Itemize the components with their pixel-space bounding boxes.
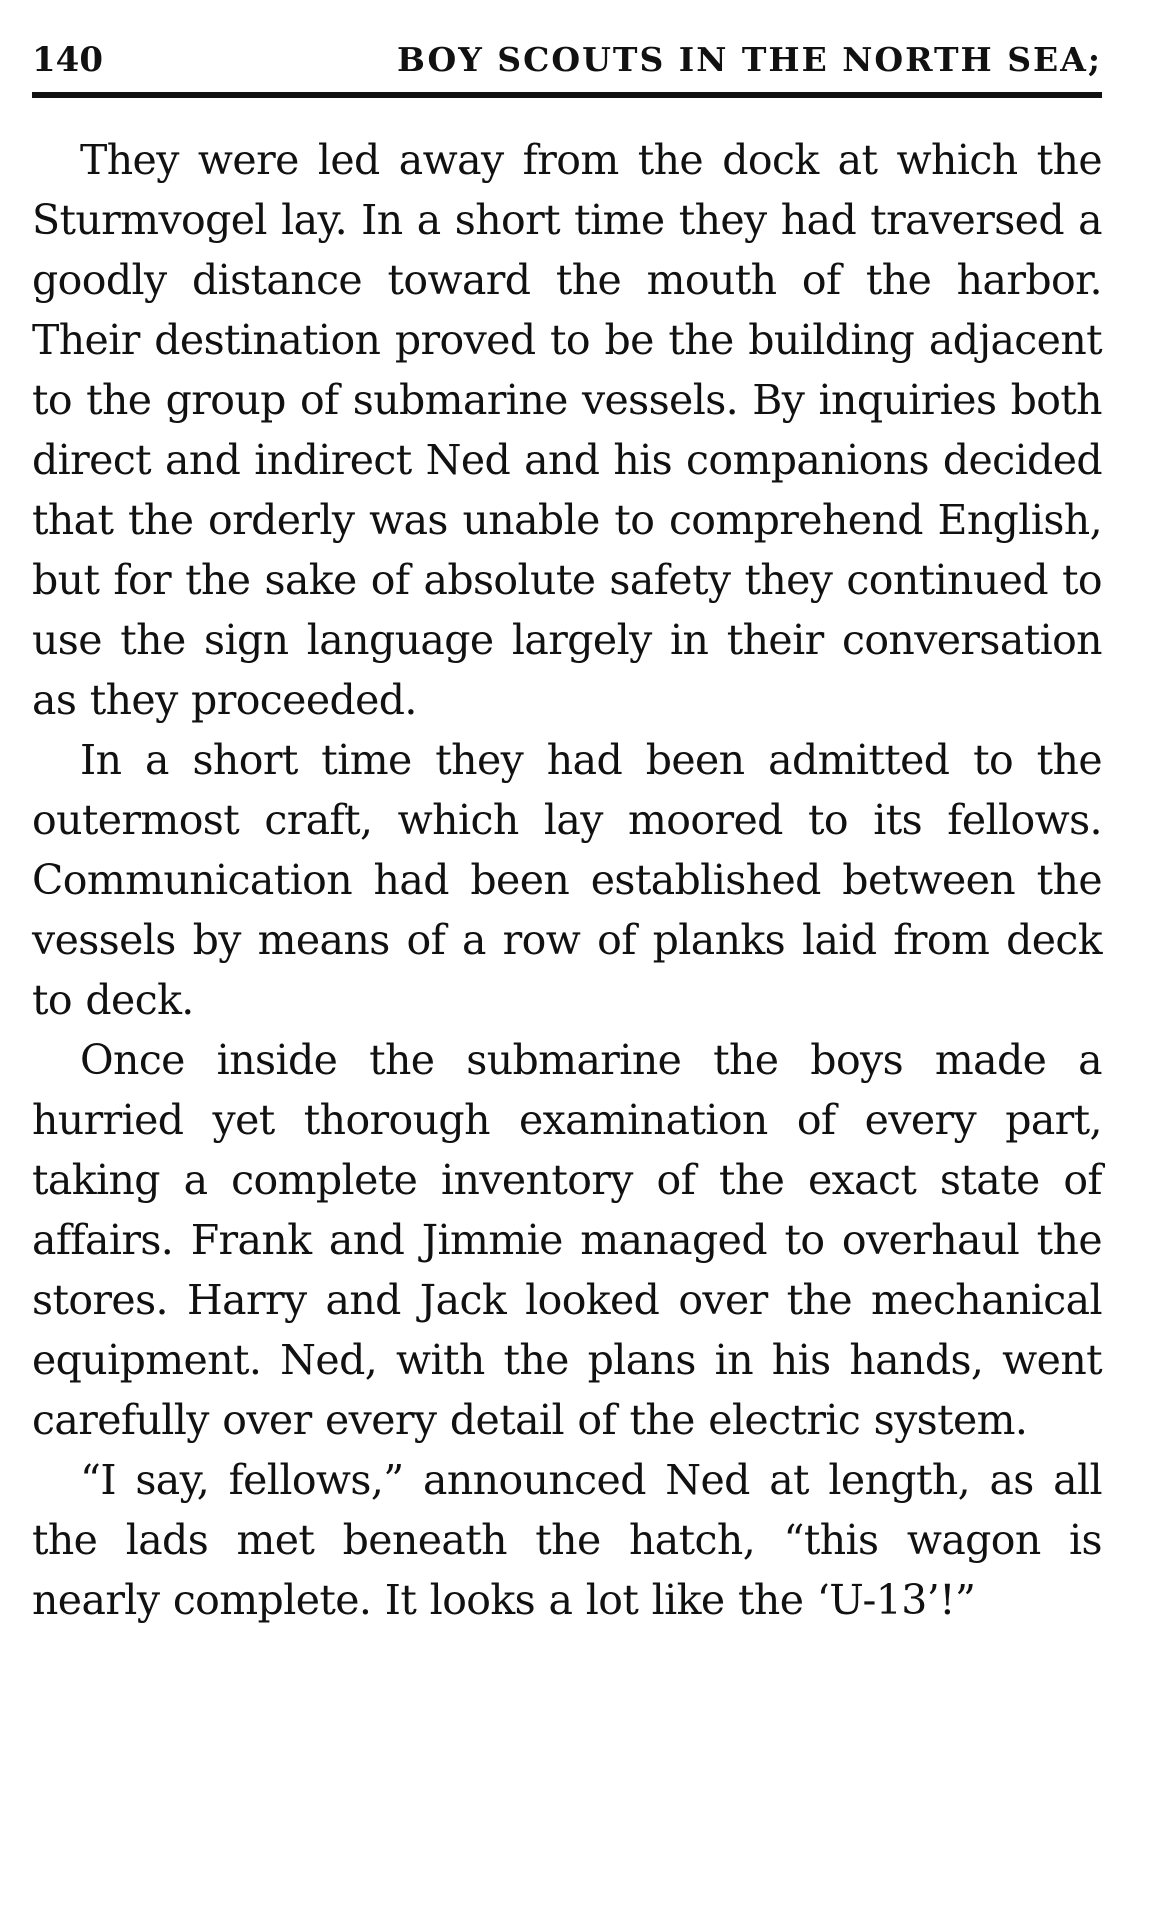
body-text <box>32 130 1102 1630</box>
paragraph-1: They were led away from the dock at which the Sturmvogel lay. In a short time they had traversed a goodly distance toward the mouth of the harbor. Their destination proved to be the building adjacent to the group of submarine vessels. By inquiries both direct and indirect Ned and his companions decided that the orderly was unable to comprehend English, but for the sake of absolute safety they continued to use the sign language largely in their conversation as they proceeded. <box>32 136 1102 724</box>
running-head: BOY SCOUTS IN THE NORTH SEA; <box>396 40 1102 79</box>
paragraph-3: Once inside the submarine the boys made a hurried yet thorough examination of every part, taking a complete inventory of the exact state of affairs. Frank and Jimmie managed to overhaul the stores. Harry and Jack looked over the mechanical equipment. Ned, with the plans in his hands, went carefully over every detail of the electric system. <box>32 1036 1102 1444</box>
page-header <box>32 40 1102 100</box>
paragraph-2: In a short time they had been admitted to the outermost craft, which lay moored to its fellows. Communication had been established between the vessels by means of a row of planks laid from deck to deck. <box>32 736 1102 1024</box>
header-rule <box>32 92 1102 98</box>
paragraph-4: “I say, fellows,” announced Ned at length, as all the lads met beneath the hatch, “this wagon is nearly complete. It looks a lot like the ‘U-13’!” <box>32 1456 1102 1624</box>
page-number: 140 <box>32 40 103 80</box>
